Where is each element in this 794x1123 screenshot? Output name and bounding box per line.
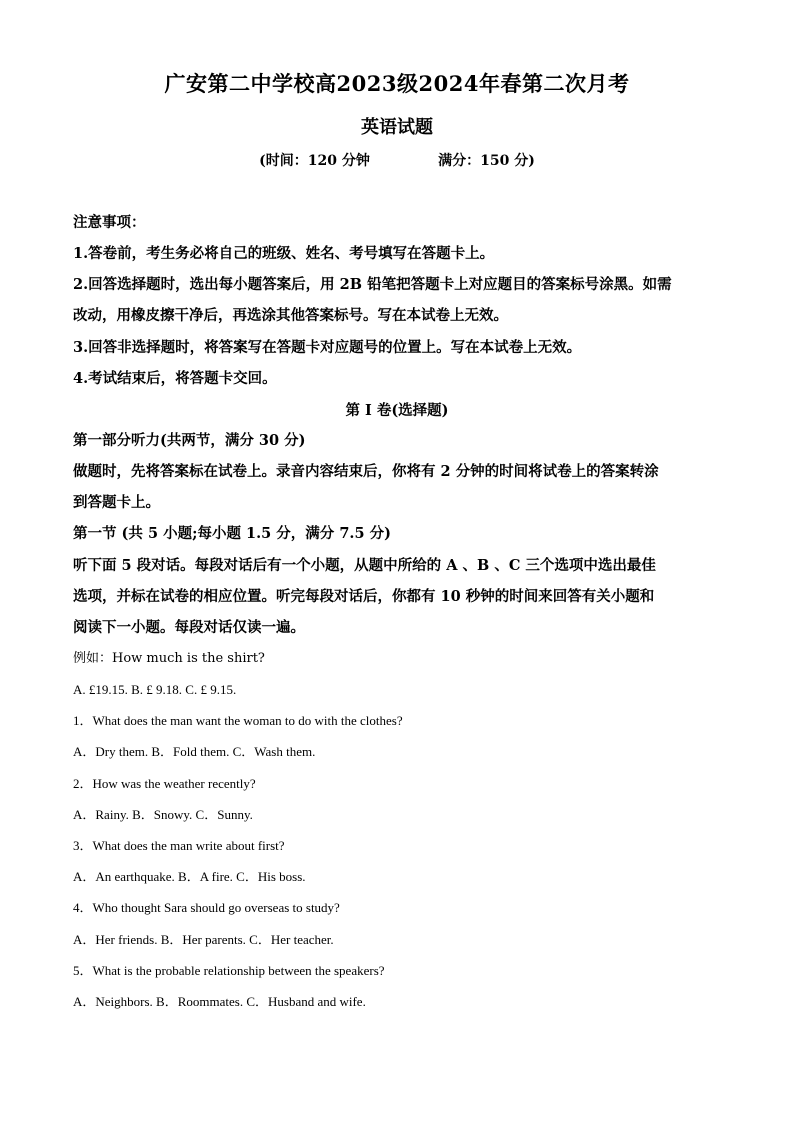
question-1: 1．What does the man want the woman to do with the clothes? (73, 713, 403, 728)
question-1-options: A．Dry them. B．Fold them. C．Wash them. (73, 744, 316, 759)
section1-instruction-line-3: 阅读下一小题。每段对话仅读一遍。 (73, 619, 305, 636)
question-4: 4．Who thought Sara should go overseas to study? (73, 900, 340, 915)
note-item-1: 1.答卷前，考生务必将自己的班级、姓名、考号填写在答题卡上。 (73, 245, 495, 262)
question-5: 5．What is the probable relationship between the speakers? (73, 963, 385, 978)
volume-heading: 第 I 卷(选择题) (345, 402, 449, 419)
question-3: 3．What does the man write about first? (73, 838, 285, 853)
question-5-options: A．Neighbors. B．Roommates. C．Husband and wife. (73, 994, 366, 1009)
question-2: 2．How was the weather recently? (73, 776, 256, 791)
note-item-3: 3.回答非选择题时，将答案写在答题卡对应题号的位置上。写在本试卷上无效。 (73, 339, 582, 356)
example-question: 例如：How much is the shirt? (73, 651, 265, 666)
exam-subtitle: 英语试题 (361, 117, 433, 138)
part1-heading: 第一部分听力(共两节，满分 30 分) (73, 432, 306, 449)
section1-instruction-line-2: 选项，并标在试卷的相应位置。听完每段对话后，你都有 10 秒钟的时间来回答有关小题和 (73, 588, 655, 605)
part1-instruction-line-1: 做题时，先将答案标在试卷上。录音内容结束后，你将有 2 分钟的时间将试卷上的答案转涂 (73, 463, 659, 480)
question-3-options: A．An earthquake. B．A fire. C．His boss. (73, 869, 306, 884)
section1-instruction-line-1: 听下面 5 段对话。每段对话后有一个小题，从题中所给的 A 、B 、C 三个选项中选出最佳 (73, 557, 656, 574)
question-2-options: A．Rainy. B．Snowy. C．Sunny. (73, 807, 253, 822)
section1-heading: 第一节 (共 5 小题;每小题 1.5 分，满分 7.5 分) (73, 525, 391, 542)
time-and-score: (时间：120 分钟 满分：150 分) (259, 153, 535, 169)
note-item-4: 4.考试结束后，将答题卡交回。 (73, 370, 277, 387)
example-options: A. £19.15. B. £ 9.18. C. £ 9.15. (73, 682, 237, 697)
note-item-2-line-2: 改动，用橡皮擦干净后，再选涂其他答案标号。写在本试卷上无效。 (73, 307, 508, 324)
part1-instruction-line-2: 到答题卡上。 (73, 494, 160, 511)
notes-heading: 注意事项： (73, 214, 146, 231)
exam-title: 广安第二中学校高2023级2024年春第二次月考 (164, 71, 630, 96)
note-item-2-line-1: 2.回答选择题时，选出每小题答案后，用 2B 铅笔把答题卡上对应题目的答案标号涂黑。如需 (73, 276, 672, 293)
question-4-options: A．Her friends. B．Her parents. C．Her teacher. (73, 932, 334, 947)
